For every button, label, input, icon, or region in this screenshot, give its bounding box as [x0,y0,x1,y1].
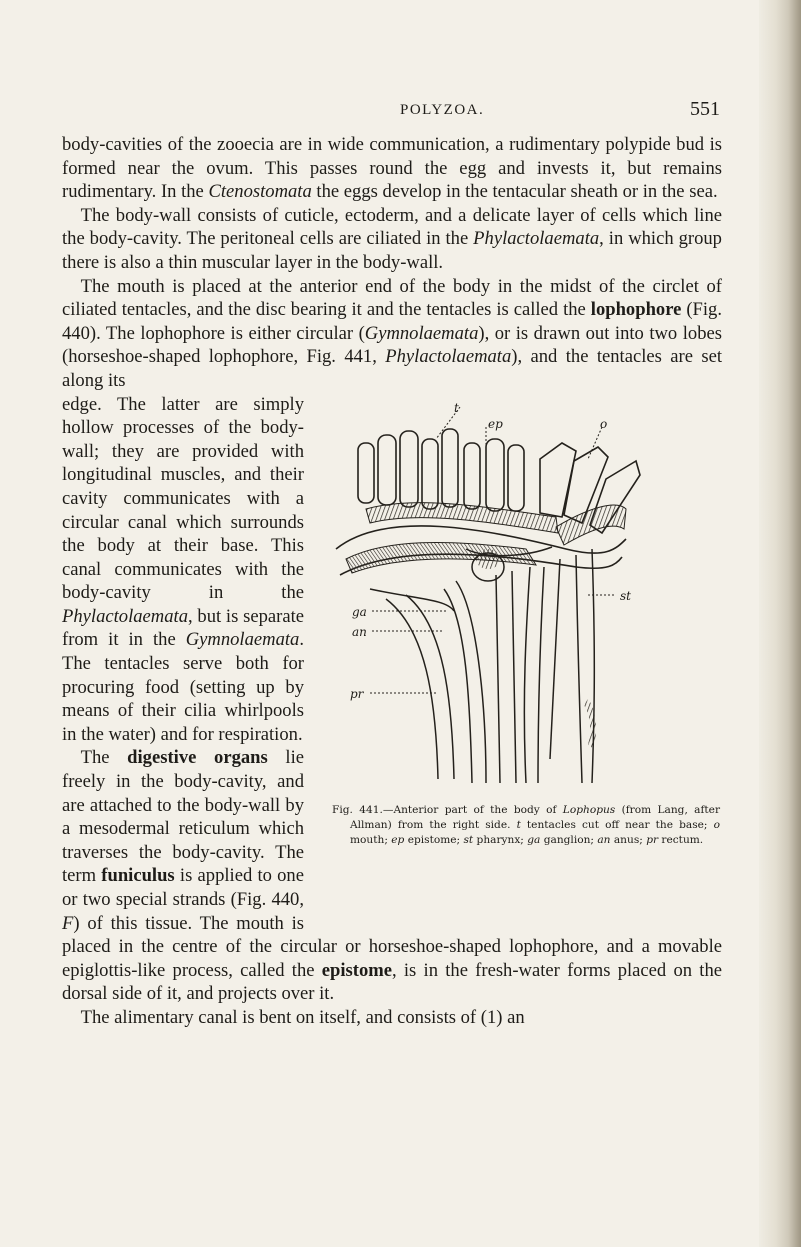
figure-441 [326,399,722,919]
paragraph-3: The mouth is placed at the anterior end of the body in the midst of the circlet of ciliated tentacles, and the disc bearing it and the tentacles is called the lophophore (Fig. 440). The lophophore is either circular (Gymnolaemata), or is drawn out into two lobes (horseshoe-shaped lophophore, Fig. 441, Phylactolaemata), and the tentacles are set along its [62,275,723,391]
running-head: POLYZOA. [400,102,485,118]
page-number: 551 [690,98,720,120]
paragraph-5: The alimentary canal is bent on itself, and consists of (1) an [80,1006,525,1028]
figure-caption: Fig. 441.—Anterior part of the body of Lophopus (from Lang, after Allman) from the right side. t tentacles cut off near the base; o mouth; ep epistome; st pharynx; ga ganglion; an anus; pr rectum. [332,803,721,846]
body-text: body-cavities of the zooecia are in wide communication, a rudimentary polypide bud is formed near the ovum. This passes round the egg and invests it, but remains rudimentary. In the Ctenostomata the eggs develop in the tentacular sheath or in the sea. The body-wall consists of cuticle, ectoderm, and a delicate layer of cells which line the body-cavity. The peritoneal cells are ciliated in the Phylactolaemata, in which group there is also a thin muscular layer in the body-wall. The mouth is placed at the anterior end of the body in the midst of the circlet of ciliated tentacles, and the disc bearing it and the tentacles is called the lophophore (Fig. 440). The lophophore is either circular (Gymnolaemata), or is drawn out into two lobes (horseshoe-shaped lophophore, Fig. 441, Phylactolaemata), and the tentacles are set along its t ep o st ga an pr Fig. 441.—Anterior part of the body of Lophopus (from Lang, after Allman) from the right side. t tentacles cut off near the base; o mouth; ep epistome; st pharynx; ga ganglion; an anus; pr rectum. edge. The latter are simply hollow processes of the body-wall; they are provided with longitudinal muscles, and their cavity communicates with a circular canal which surrounds the body at their base. This canal communicates with the body-cavity in the Phylactolaemata, but is separate from it in the Gymnolaemata. The tentacles serve both for procuring food (setting up by means of their cilia whirlpools in the water) and for respiration. The digestive organs lie freely in the body-cavity, and are attached to the body-wall by a mesodermal reticulum which traverses the body-cavity. The term funiculus is applied to one or two special strands (Fig. 440, F) of this tissue. The mouth is placed in the centre of the circular or horseshoe-shaped lophophore, and a movable epiglottis-like process, called the epistome, is in the fresh-water forms placed on the dorsal side of it, and projects over it. The alimentary canal is bent on itself, and consists of (1) an [62,134,723,1028]
page-edge [759,0,801,1247]
label-ep: ep [488,416,503,431]
label-ga: ga [352,604,367,619]
page-header [80,98,720,128]
paragraph-2: The body-wall consists of cuticle, ectoderm, and a delicate layer of cells which line the body-cavity. The peritoneal cells are ciliated in the Phylactolaemata, in which group there is also a thin muscular layer in the body-wall. [62,204,722,273]
label-st: st [620,588,631,603]
label-an: an [352,624,367,639]
label-pr: pr [350,686,364,701]
label-t: t [454,400,459,415]
label-o: o [600,416,608,431]
lophopus-illustration [326,399,722,799]
paragraph-4: The digestive organs lie freely in the body-cavity, and are attached to the body-wall by a mesodermal reticulum which traverses the body-cavity. The term funiculus is applied to one or two special strands (Fig. 440, F) of this tissue. The mouth is placed in the centre of the circular or horseshoe-shaped lophophore, and a movable epiglottis-like process, called the epistome, is in the fresh-water forms placed on the dorsal side of it, and projects over it. [62,747,723,1005]
paragraph-1: body-cavities of the zooecia are in wide communication, a rudimentary polypide bud is formed near the ovum. This passes round the egg and invests it, but remains rudimentary. In the Ctenostomata the eggs develop in the tentacular sheath or in the sea. [62,134,722,203]
